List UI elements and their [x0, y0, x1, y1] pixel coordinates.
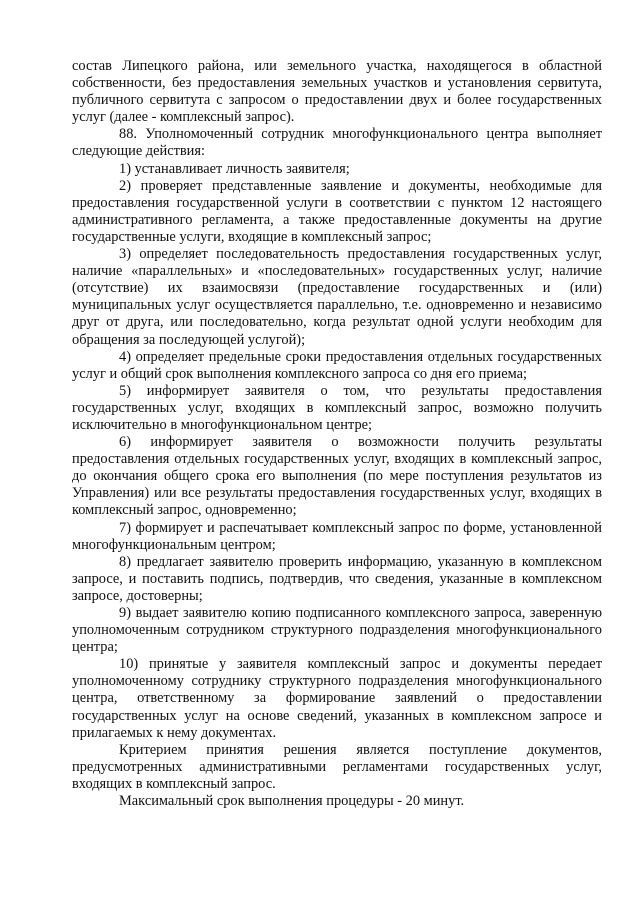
paragraph-criterion: Критерием принятия решения является поступление документов, предусмотренных административными регламентами государственных услуг, входящих в комплексный запрос.: [72, 741, 602, 792]
list-item-4: 4) определяет предельные сроки предоставления отдельных государственных услуг и общий срок выполнения комплексного запроса со дня его приема;: [72, 348, 602, 382]
list-item-7: 7) формирует и распечатывает комплексный запрос по форме, установленной многофункциональным центром;: [72, 519, 602, 553]
list-item-5: 5) информирует заявителя о том, что результаты предоставления государственных услуг, входящих в комплексный запрос, возможно получить исключительно в многофункциональном центре;: [72, 382, 602, 433]
list-item-8: 8) предлагает заявителю проверить информацию, указанную в комплексном запросе, и поставить подпись, подтвердив, что сведения, указанные в комплексном запросе, достоверны;: [72, 553, 602, 604]
paragraph-intro: состав Липецкого района, или земельного участка, находящегося в областной собственности, без предоставления земельных участков и установления сервитута, публичного сервитута с запросом о предоставлении двух и более государственных услуг (далее - комплексный запрос).: [72, 58, 602, 126]
list-item-6: 6) информирует заявителя о возможности получить результаты предоставления отдельных государственных услуг, входящих в комплексный запрос, до окончания общего срока его выполнения (по мере поступления результатов из Управления) или все результаты предоставления государственных услуг, входящих в комплексный запрос, одновременно;: [72, 434, 602, 519]
list-item-3: 3) определяет последовательность предоставления государственных услуг, наличие «параллельных» и «последовательных» государственных услуг, наличие (отсутствие) их взаимосвязи (предоставление государственных и (или) муниципальных услуг осуществляется параллельно, т.е. одновременно и независимо друг от друга, или последовательно, когда результат одной услуги необходим для обращения за последующей услугой);: [72, 246, 602, 348]
paragraph-88: 88. Уполномоченный сотрудник многофункционального центра выполняет следующие действия:: [72, 126, 602, 160]
list-item-9: 9) выдает заявителю копию подписанного комплексного запроса, заверенную уполномоченным сотрудником структурного подразделения многофункционального центра;: [72, 605, 602, 656]
paragraph-max-time: Максимальный срок выполнения процедуры - 20 минут.: [119, 793, 465, 810]
list-item-1: 1) устанавливает личность заявителя;: [119, 160, 350, 177]
list-item-10: 10) принятые у заявителя комплексный запрос и документы передает уполномоченному сотруднику структурного подразделения многофункционального центра, ответственному за формирование заявлений о предоставлении государственных услуг на основе сведений, указанных в комплексном запросе и прилагаемых к нему документах.: [72, 656, 602, 741]
list-item-2: 2) проверяет представленные заявление и документы, необходимые для предоставления государственной услуги в соответствии с пунктом 12 настоящего административного регламента, а также предоставленные документы на другие государственные услуги, входящие в комплексный запрос;: [72, 177, 602, 245]
document-page: [72, 58, 602, 810]
